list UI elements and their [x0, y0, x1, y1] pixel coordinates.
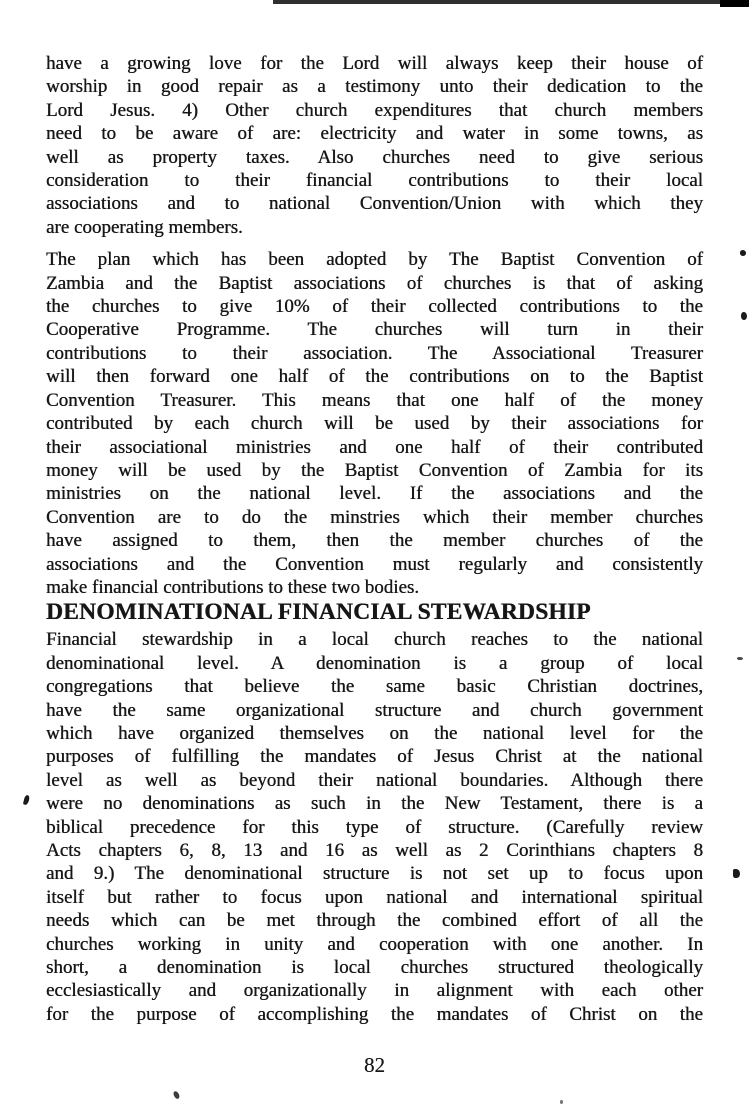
text-line: consideration to their financial contributions to their local [46, 170, 703, 192]
text-line: well as property taxes. Also churches need to give serious [46, 146, 703, 168]
page-number: 82 [364, 1053, 385, 1077]
text-line: for the purpose of accomplishing the mandates of Christ on the [46, 1003, 703, 1025]
margin-ink-speck [741, 312, 747, 320]
text-line: itself but rather to focus upon national and international spiritual [46, 886, 703, 908]
text-line: have a growing love for the Lord will always keep their house of [46, 53, 703, 74]
text-line: Acts chapters 6, 8, 13 and 16 as well as 2 Corinthians chapters 8 [46, 840, 703, 861]
margin-ink-speck [737, 657, 743, 660]
text-line: money will be used by the Baptist Convention of Zambia for its [46, 459, 703, 481]
text-line: associations and to national Convention/Union with which they [46, 193, 703, 215]
text-line: contributed by each church will be used by their associations for [46, 413, 703, 435]
text-line: contributions to their association. The Associational Treasurer [46, 342, 703, 364]
text-line: will then forward one half of the contributions on to the Baptist [46, 366, 703, 388]
scan-edge-bar [273, 0, 749, 4]
paragraph [46, 248, 703, 599]
text-line: short, a denomination is local churches structured theologically [46, 957, 703, 979]
margin-ink-speck [173, 1090, 181, 1099]
text-line: worship in good repair as a testimony unto their dedication to the [46, 76, 703, 98]
text-line: congregations that believe the same basic Christian doctrines, [46, 676, 703, 698]
text-line: Lord Jesus. 4) Other church expenditures that church members [46, 99, 703, 121]
margin-ink-speck [23, 795, 30, 806]
text-line: biblical precedence for this type of structure. (Carefully review [46, 816, 703, 838]
paragraph [46, 52, 703, 239]
text-block [46, 52, 703, 1026]
text-line: and 9.) The denominational structure is not set up to focus upon [46, 863, 703, 885]
text-line: associations and the Convention must regularly and consistently [46, 553, 703, 575]
text-line: Financial stewardship in a local church reaches to the national [46, 629, 703, 651]
text-line: need to be aware of are: electricity and water in some towns, as [46, 123, 703, 145]
text-line: churches working in unity and cooperation with one another. In [46, 933, 703, 955]
text-line: were no denominations as such in the New Testament, there is a [46, 793, 703, 815]
text-line: level as well as beyond their national boundaries. Although there [46, 769, 703, 791]
text-line: the churches to give 10% of their collected contributions to the [46, 296, 703, 318]
text-line: have assigned to them, then the member churches of the [46, 530, 703, 552]
text-line: Convention are to do the minstries which their member churches [46, 506, 703, 528]
text-line: ecclesiastically and organizationally in alignment with each other [46, 980, 703, 1002]
text-line: needs which can be met through the combined effort of all the [46, 910, 703, 932]
text-line: Cooperative Programme. The churches will turn in their [46, 319, 703, 341]
text-line: Convention Treasurer. This means that one half of the money [46, 389, 703, 411]
text-line: Zambia and the Baptist associations of churches is that of asking [46, 272, 703, 294]
text-line: are cooperating members. [46, 216, 243, 238]
scan-edge-bar-dark-end [720, 0, 749, 7]
margin-ink-speck [740, 250, 746, 256]
text-line: purposes of fulfilling the mandates of Jesus Christ at the national [46, 746, 703, 768]
section-heading: DENOMINATIONAL FINANCIAL STEWARDSHIP [46, 599, 591, 626]
text-line: The plan which has been adopted by The Baptist Convention of [46, 249, 703, 271]
margin-ink-speck [560, 1100, 563, 1104]
text-line: denominational level. A denomination is a group of local [46, 652, 703, 674]
paragraph [46, 628, 703, 1026]
text-line: their associational ministries and one half of their contributed [46, 436, 703, 458]
text-line: ministries on the national level. If the associations and the [46, 483, 703, 505]
margin-ink-speck [733, 869, 740, 878]
text-line: which have organized themselves on the national level for the [46, 722, 703, 744]
text-line: have the same organizational structure and church government [46, 699, 703, 721]
text-line: make financial contributions to these two bodies. [46, 576, 420, 598]
